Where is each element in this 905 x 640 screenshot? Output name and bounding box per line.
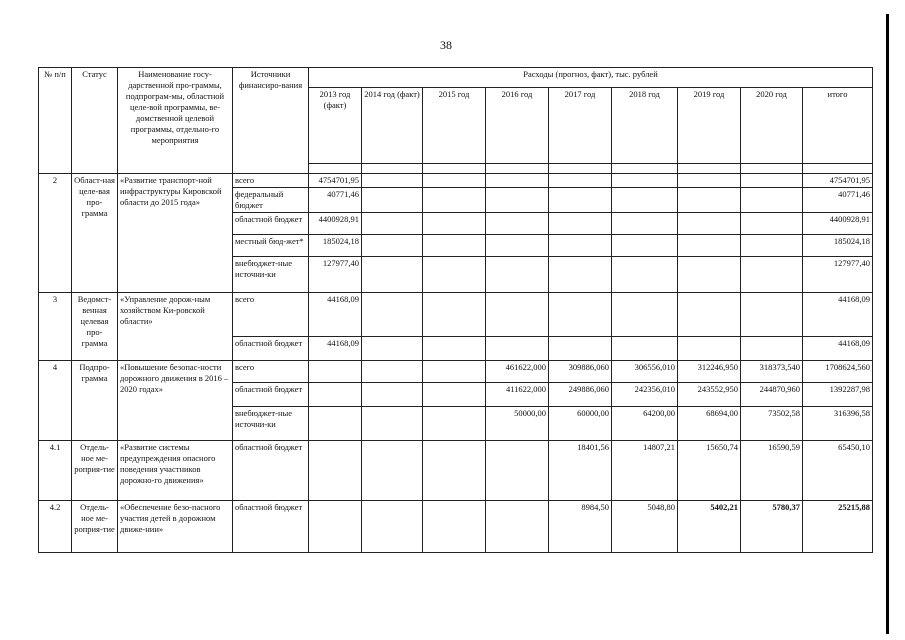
value-cell (362, 383, 423, 407)
value-cell: 312246,950 (678, 361, 741, 383)
value-cell (423, 361, 486, 383)
value-cell (362, 235, 423, 257)
value-cell (362, 213, 423, 235)
value-cell (678, 174, 741, 188)
value-cell (612, 293, 678, 337)
expenses-table (38, 67, 873, 553)
value-cell (486, 213, 549, 235)
header-source: Источники финансиро-вания (233, 68, 309, 174)
value-cell (741, 235, 803, 257)
row-status: Отдель-ное ме-роприя-тие (72, 441, 118, 501)
row-name: «Обеспечение безо-пасного участия детей в дорожном движе-нии» (118, 501, 233, 553)
value-cell (423, 501, 486, 553)
value-cell (549, 235, 612, 257)
value-cell (549, 188, 612, 213)
page-number: 38 (440, 38, 452, 52)
value-cell (423, 257, 486, 293)
value-cell (549, 213, 612, 235)
value-cell (486, 257, 549, 293)
value-cell (362, 361, 423, 383)
value-cell: 68694,00 (678, 407, 741, 441)
header-expenses: Расходы (прогноз, факт), тыс. рублей (309, 68, 873, 88)
value-cell (612, 337, 678, 361)
header-name: Наименование госу-дарственной про-граммы, подпрограм-мы, областной целе-вой программы, ве-домственной целевой программы, отдельно-го мероприятия (118, 68, 233, 174)
funding-source: местный бюд-жет* (233, 235, 309, 257)
value-cell: 185024,18 (803, 235, 873, 257)
value-cell: 4754701,95 (803, 174, 873, 188)
row-status: Област-ная целе-вая про-грамма (72, 174, 118, 293)
value-cell (362, 337, 423, 361)
value-cell (362, 441, 423, 501)
value-cell (678, 257, 741, 293)
table-row (39, 293, 873, 337)
value-cell: 50000,00 (486, 407, 549, 441)
value-cell (309, 441, 362, 501)
value-cell (423, 174, 486, 188)
value-cell (362, 501, 423, 553)
header-spacer-cell (741, 164, 803, 174)
value-cell (486, 174, 549, 188)
funding-source: областной бюджет (233, 441, 309, 501)
value-cell (362, 407, 423, 441)
row-status: Отдель-ное ме-роприя-тие (72, 501, 118, 553)
header-spacer-cell (486, 164, 549, 174)
value-cell (486, 235, 549, 257)
value-cell (549, 257, 612, 293)
value-cell (549, 174, 612, 188)
value-cell (362, 188, 423, 213)
value-cell: 40771,46 (309, 188, 362, 213)
value-cell: 44168,09 (309, 337, 362, 361)
value-cell: 127977,40 (309, 257, 362, 293)
table-row (39, 501, 873, 553)
value-cell (612, 213, 678, 235)
value-cell (309, 501, 362, 553)
header-year: 2013 год (факт) (309, 88, 362, 164)
value-cell (423, 337, 486, 361)
value-cell (612, 257, 678, 293)
header-spacer-cell (549, 164, 612, 174)
value-cell (741, 293, 803, 337)
value-cell: 44168,09 (309, 293, 362, 337)
row-status: Подпро-грамма (72, 361, 118, 441)
header-spacer-cell (803, 164, 873, 174)
header-spacer-cell (362, 164, 423, 174)
row-name: «Развитие транспорт-ной инфраструктуры Кировской области до 2015 года» (118, 174, 233, 293)
value-cell (678, 213, 741, 235)
header-year: 2015 год (423, 88, 486, 164)
header-year: 2017 год (549, 88, 612, 164)
row-status: Ведомст-венная целевая про-грамма (72, 293, 118, 361)
value-cell: 16590,59 (741, 441, 803, 501)
table-row (39, 441, 873, 501)
header-num: № п/п (39, 68, 72, 174)
value-cell (678, 235, 741, 257)
value-cell (309, 383, 362, 407)
value-cell (741, 188, 803, 213)
value-cell: 243552,950 (678, 383, 741, 407)
header-year: 2018 год (612, 88, 678, 164)
row-number: 3 (39, 293, 72, 361)
value-cell: 309886,060 (549, 361, 612, 383)
value-cell: 242356,010 (612, 383, 678, 407)
value-cell (423, 293, 486, 337)
value-cell: 411622,000 (486, 383, 549, 407)
funding-source: всего (233, 174, 309, 188)
value-cell (549, 293, 612, 337)
value-cell (309, 407, 362, 441)
row-name: «Управление дорож-ным хозяйством Ки-ровской области» (118, 293, 233, 361)
value-cell: 461622,000 (486, 361, 549, 383)
header-spacer-cell (309, 164, 362, 174)
value-cell: 15650,74 (678, 441, 741, 501)
header-status: Статус (72, 68, 118, 174)
value-cell (486, 441, 549, 501)
value-cell: 249886,060 (549, 383, 612, 407)
funding-source: областной бюджет (233, 337, 309, 361)
value-cell (612, 174, 678, 188)
value-cell: 5780,37 (741, 501, 803, 553)
value-cell: 5048,80 (612, 501, 678, 553)
value-cell: 4400928,91 (309, 213, 362, 235)
value-cell: 25215,88 (803, 501, 873, 553)
value-cell (423, 213, 486, 235)
funding-source: всего (233, 361, 309, 383)
value-cell: 44168,09 (803, 293, 873, 337)
value-cell (362, 293, 423, 337)
value-cell: 65450,10 (803, 441, 873, 501)
value-cell (741, 213, 803, 235)
funding-source: всего (233, 293, 309, 337)
value-cell: 1708624,560 (803, 361, 873, 383)
value-cell: 306556,010 (612, 361, 678, 383)
value-cell: 64200,00 (612, 407, 678, 441)
page-edge-bar (886, 14, 889, 634)
value-cell: 318373,540 (741, 361, 803, 383)
value-cell: 244870,960 (741, 383, 803, 407)
funding-source: областной бюджет (233, 213, 309, 235)
value-cell (423, 407, 486, 441)
value-cell: 40771,46 (803, 188, 873, 213)
value-cell (612, 235, 678, 257)
row-number: 2 (39, 174, 72, 293)
value-cell (486, 501, 549, 553)
value-cell (741, 257, 803, 293)
value-cell (678, 188, 741, 213)
value-cell: 60000,00 (549, 407, 612, 441)
value-cell (612, 188, 678, 213)
value-cell: 4400928,91 (803, 213, 873, 235)
funding-source: федеральный бюджет (233, 188, 309, 213)
value-cell (309, 361, 362, 383)
row-name: «Повышение безопас-ности дорожного движения в 2016 – 2020 годах» (118, 361, 233, 441)
row-number: 4.1 (39, 441, 72, 501)
value-cell (423, 188, 486, 213)
funding-source: областной бюджет (233, 501, 309, 553)
value-cell: 8984,50 (549, 501, 612, 553)
value-cell: 185024,18 (309, 235, 362, 257)
value-cell (486, 337, 549, 361)
row-number: 4.2 (39, 501, 72, 553)
value-cell: 1392287,98 (803, 383, 873, 407)
value-cell (741, 174, 803, 188)
value-cell: 18401,56 (549, 441, 612, 501)
row-number: 4 (39, 361, 72, 441)
header-year: 2014 год (факт) (362, 88, 423, 164)
value-cell (486, 293, 549, 337)
value-cell (741, 337, 803, 361)
value-cell: 44168,09 (803, 337, 873, 361)
value-cell (678, 337, 741, 361)
header-year: итого (803, 88, 873, 164)
row-name: «Развитие системы предупреждения опасного поведения участников дорожно-го движения» (118, 441, 233, 501)
value-cell: 73502,58 (741, 407, 803, 441)
value-cell (678, 293, 741, 337)
value-cell (423, 235, 486, 257)
value-cell: 127977,40 (803, 257, 873, 293)
value-cell (362, 174, 423, 188)
value-cell (362, 257, 423, 293)
header-year: 2016 год (486, 88, 549, 164)
funding-source: внебюджет-ные источни-ки (233, 407, 309, 441)
header-spacer-cell (678, 164, 741, 174)
table-row (39, 174, 873, 188)
value-cell: 4754701,95 (309, 174, 362, 188)
header-spacer-cell (423, 164, 486, 174)
header-row (39, 68, 873, 88)
funding-source: внебюджет-ные источни-ки (233, 257, 309, 293)
value-cell (423, 441, 486, 501)
value-cell: 5402,21 (678, 501, 741, 553)
header-year: 2020 год (741, 88, 803, 164)
value-cell (486, 188, 549, 213)
table-row (39, 361, 873, 383)
funding-source: областной бюджет (233, 383, 309, 407)
value-cell: 14807,21 (612, 441, 678, 501)
value-cell: 316396,58 (803, 407, 873, 441)
value-cell (549, 337, 612, 361)
header-spacer-cell (612, 164, 678, 174)
header-year: 2019 год (678, 88, 741, 164)
value-cell (423, 383, 486, 407)
